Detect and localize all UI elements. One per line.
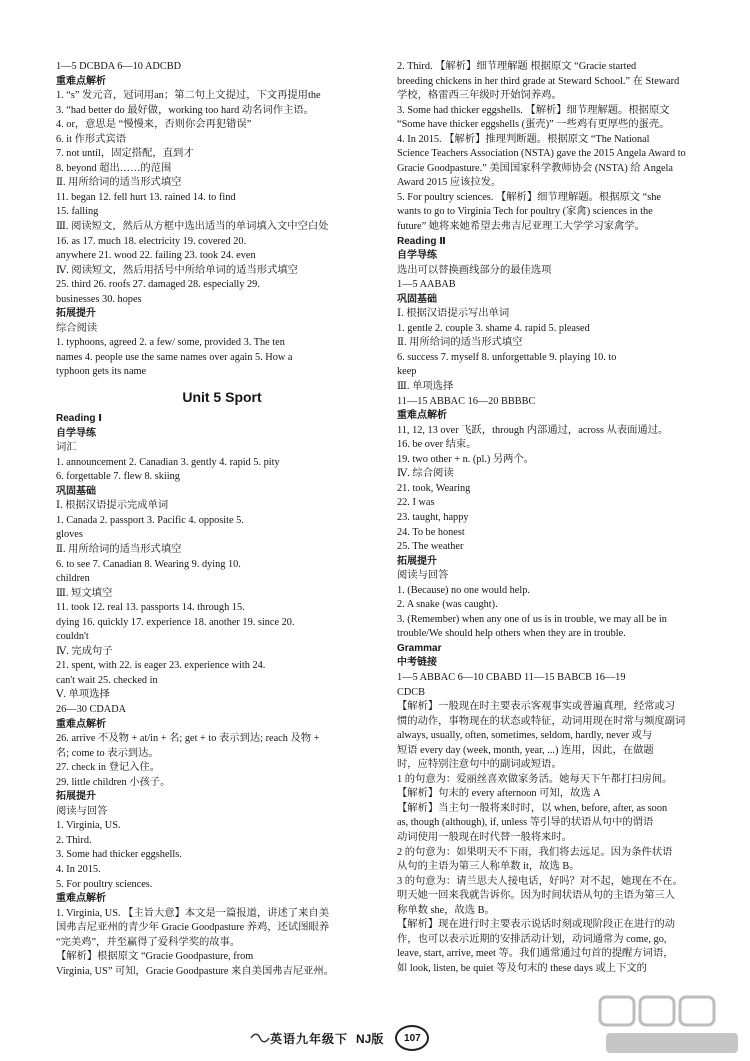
section-heading: 拓展提升 [397,555,437,567]
text-line: 22. I was [397,497,435,509]
text-line: leave, start, arrive, meet 等。我们通常通过句首的提醒方词语， [397,948,674,960]
text-line: 1—5 AABAB [397,279,456,291]
text-line: 23. taught, happy [397,511,469,523]
text-line: 2. Third. 【解析】细节理解题 根据原文 “Gracie started [397,61,637,72]
text-line: 16. be over 结束。 [397,439,477,451]
text-line: 15. falling [56,206,99,218]
text-line: 1. Canada 2. passport 3. Pacific 4. opposite 5. [56,514,244,526]
text-line: breeding chickens in her third grade at Steward School.” 在 Steward [397,75,680,87]
footer-edition: NJ版 [356,1031,384,1046]
text-line: 21. took, Wearing [397,482,471,494]
text-line: 从句的主语为第三人称单数 it，故选 B。 [397,861,580,873]
text-line: 1—5 DCBDA 6—10 ADCBD [56,61,182,72]
text-line: always, usually, often, sometimes, seldom, hardly, never 或与 [397,730,653,742]
text-line: Ⅱ. 用所给词的适当形式填空 [397,337,523,349]
text-line: Virginia, US” 可知，Gracie Goodpasture 来自美国弗吉尼亚州。 [56,965,335,977]
page-footer [270,1025,500,1051]
text-line: Ⅳ. 完成句子 [56,645,113,657]
text-line: 16. as 17. much 18. electricity 19. covered 20. [56,235,247,247]
text-line: Ⅲ. 短文填空 [56,587,113,599]
text-line: Ⅳ. 阅读短文，然后用括号中所给单词的适当形式填空 [56,264,298,276]
text-line: 25. third 26. roofs 27. damaged 28. especially 29. [56,279,260,291]
watermark-logo [598,993,746,1057]
text-line: 词汇 [56,442,77,454]
text-line: 3. Some had thicker eggshells. [56,849,182,861]
right-column [397,60,719,976]
text-line: 3 的句意为：请兰思夫人接电话，好吗？对不起，她现在不在。 [397,875,683,887]
text-line: 4. In 2015. [56,863,101,875]
text-line: 动词使用一般现在时代替一般将来时。 [397,831,573,843]
text-line: gloves [56,529,83,541]
text-line: wants to go to Virginia Tech for poultry (家禽) sciences in the [397,206,653,218]
text-line: 3. Some had thicker eggshells. 【解析】细节理解题。根据原文 [397,104,670,116]
text-line: 短语 every day (week, month, year, ...) 连用，因此，在做题 [397,744,654,756]
text-line: trouble/We should help others when they are in trouble. [397,628,626,640]
text-line: 26—30 CDADA [56,703,127,715]
text-line: 明天她一回来我就告诉你。因为时间状语从句的主语为第三人 [397,890,676,902]
text-line: 作，也可以表示近期的安排活动计划，动词通常为 come, go, [397,933,667,945]
text-line: future” 她将来她希望去弗吉尼亚理工大学学习家禽学。 [397,221,645,233]
text-line: 6. success 7. myself 8. unforgettable 9. playing 10. to [397,351,617,363]
text-line: Ⅰ. 根据汉语提示写出单词 [397,308,510,320]
text-line: 7. not until，固定搭配，直到才 [56,148,194,160]
text-line: children [56,573,90,585]
text-line: 27. check in 登记入住。 [56,762,161,774]
text-line: 1. “s” 发元音，冠词用an；第二句上文提过，下文再提用the [56,90,321,102]
text-line: 5. For poultry sciences. [56,878,153,890]
text-line: 29. little children 小孩子。 [56,776,171,788]
text-line: 名; come to 表示到达。 [56,747,159,759]
text-line: 【解析】根据原文 “Gracie Goodpasture, from [56,951,254,963]
text-line: 5. For poultry sciences. 【解析】细节理解题。根据原文 “she [397,191,661,203]
text-line: Award 2015 应该拉发。 [397,177,502,189]
text-line: “Some have thicker eggshells (蛋壳)” 一些鸡有更厚些的蛋壳。 [397,119,670,131]
text-line: 选出可以替换画线部分的最佳选项 [397,264,552,276]
text-line: can't wait 25. checked in [56,674,158,686]
section-heading: 中考链接 [397,657,437,669]
text-line: 1. typhoons, agreed 2. a few/ some, provided 3. The ten [56,337,285,349]
text-line: 11. took 12. real 13. passports 14. through 15. [56,602,245,614]
text-line: 2. A snake (was caught). [397,599,498,611]
section-heading: 重难点解析 [56,893,106,905]
text-line: 3. “had better do 最好做，working too hard 动名词作主语。 [56,104,314,116]
text-line: 1. (Because) no one would help. [397,584,530,596]
section-heading: Grammar [397,642,442,654]
text-line: 26. arrive 不及物 + at/in + 名; get + to 表示到达; reach 及物 + [56,733,320,745]
section-heading: 自学导练 [56,427,96,439]
section-heading: 拓展提升 [56,791,96,803]
decorative-swirl-icon [250,1032,270,1044]
text-line: 【解析】当主句一般将来时时，以 when, before, after, as soon [397,802,668,814]
text-line: 4. In 2015. 【解析】推理判断题。根据原文 “The National [397,133,650,145]
text-line: 4. or，意思是 “慢慢来，否则你会再犯错误” [56,119,252,131]
text-line: 阅读与回答 [397,570,449,582]
text-line: 如 look, listen, be quiet 等及句末的 these days 或上下文的 [397,962,647,974]
text-line: 6. to see 7. Canadian 8. Wearing 9. dying 10. [56,558,241,570]
text-line: CDCB [397,686,426,698]
text-line: couldn't [56,631,89,643]
text-line: 称单数 she，故选 B。 [397,904,495,916]
text-line: “完美鸡”，并至赢得了爱科学奖的故事。 [56,936,241,948]
section-heading: 重难点解析 [56,718,106,730]
section-heading: 拓展提升 [56,308,96,320]
text-line: 国弗吉尼亚州的青少年 Gracie Goodpasture 养鸡，还试图眼养 [56,922,330,934]
text-line: 【解析】现在进行时主要表示说话时刻或现阶段正在进行的动 [397,919,676,931]
text-line: 1. Virginia, US. 【主旨大意】本文是一篇报道，讲述了来自美 [56,907,330,919]
section-heading: 重难点解析 [397,410,447,422]
text-line: Ⅰ. 根据汉语提示完成单词 [56,500,169,512]
text-line: 综合阅读 [56,322,98,334]
text-line: 8. beyond 超出……的范围 [56,162,172,174]
text-line: 11. began 12. fell hurt 13. rained 14. to find [56,191,236,203]
text-line: Ⅳ. 综合阅读 [397,468,454,480]
section-heading: 重难点解析 [56,75,106,87]
text-line: 3. (Remember) when any one of us is in trouble, we may all be in [397,613,667,625]
text-line: 6. forgettable 7. flew 8. skiing [56,471,180,483]
section-heading: 自学导练 [397,250,437,262]
left-column [56,60,388,979]
text-line: 21. spent, with 22. is eager 23. experience with 24. [56,660,266,672]
text-line: Ⅱ. 用所给词的适当形式填空 [56,177,182,189]
text-line: Gracie Goodpasture.” 美国国家科学教师协会 (NSTA) 给 Angela [397,162,673,174]
text-line: 1. gentle 2. couple 3. shame 4. rapid 5. pleased [397,322,590,334]
text-line: businesses 30. hopes [56,293,142,305]
text-line: anywhere 21. wood 22. failing 23. took 24. even [56,250,256,262]
text-line: 24. To be honest [397,526,465,538]
text-line: Ⅱ. 用所给词的适当形式填空 [56,543,182,555]
text-line: typhoon gets its name [56,366,147,378]
unit-heading: Unit 5 Sport [182,389,262,406]
text-line: 惯的动作，事物现在的状态或特征，动词用现在时常与频度副词 [397,715,686,727]
text-line: 25. The weather [397,541,464,553]
text-line: Science Teachers Association (NSTA) gave the 2015 Angela Award to [397,148,686,160]
text-line: as, though (although), if, unless 等引导的状语从句中的谓语 [397,817,654,829]
footer-title: 英语九年级下 [270,1031,349,1046]
text-line: 1—5 ABBAC 6—10 CBABD 11—15 BABCB 16—19 [397,671,626,683]
text-line: 1. announcement 2. Canadian 3. gently 4. rapid 5. pity [56,456,280,468]
text-line: 【解析】一般现在时主要表示客观事实或普遍真理，经常或习 [397,701,676,713]
page-number: 107 [395,1025,429,1051]
text-line: Ⅲ. 单项选择 [397,381,454,393]
text-line: 阅读与回答 [56,805,108,817]
section-heading: 巩固基础 [56,485,96,497]
text-line: Ⅲ. 阅读短文，然后从方框中选出适当的单词填入文中空白处 [56,221,329,233]
text-line: names 4. people use the same names over again 5. How a [56,351,293,363]
text-line: Ⅴ. 单项选择 [56,689,110,701]
text-line: keep [397,366,417,378]
section-heading: Reading Ⅱ [397,235,446,247]
text-line: 1. Virginia, US. [56,820,121,832]
text-line: 6. it 作形式宾语 [56,133,127,145]
section-heading: Reading Ⅰ [56,413,102,425]
text-line: 时，应特别注意句中的副词或短语。 [397,759,562,771]
text-line: 2. Third. [56,834,92,846]
text-line: 1 的句意为：爱丽丝喜欢做家务活。她每天下午都打扫房间。 [397,773,673,785]
text-line: 11, 12, 13 over 飞跃，through 内部通过，across 从表面通过。 [397,424,669,436]
text-line: dying 16. quickly 17. experience 18. another 19. since 20. [56,616,295,628]
text-line: 【解析】句末的 every afternoon 可知，故选 A [397,788,601,800]
text-line: 11—15 ABBAC 16—20 BBBBC [397,395,536,407]
text-line: 2 的句意为：如果明天不下雨，我们将去远足。因为条件状语 [397,846,673,858]
section-heading: 巩固基础 [397,293,437,305]
text-line: 学校，格雷西三年级时开始饲养鸡。 [397,90,562,102]
text-line: 19. two other + n. (pl.) 另两个。 [397,453,535,465]
